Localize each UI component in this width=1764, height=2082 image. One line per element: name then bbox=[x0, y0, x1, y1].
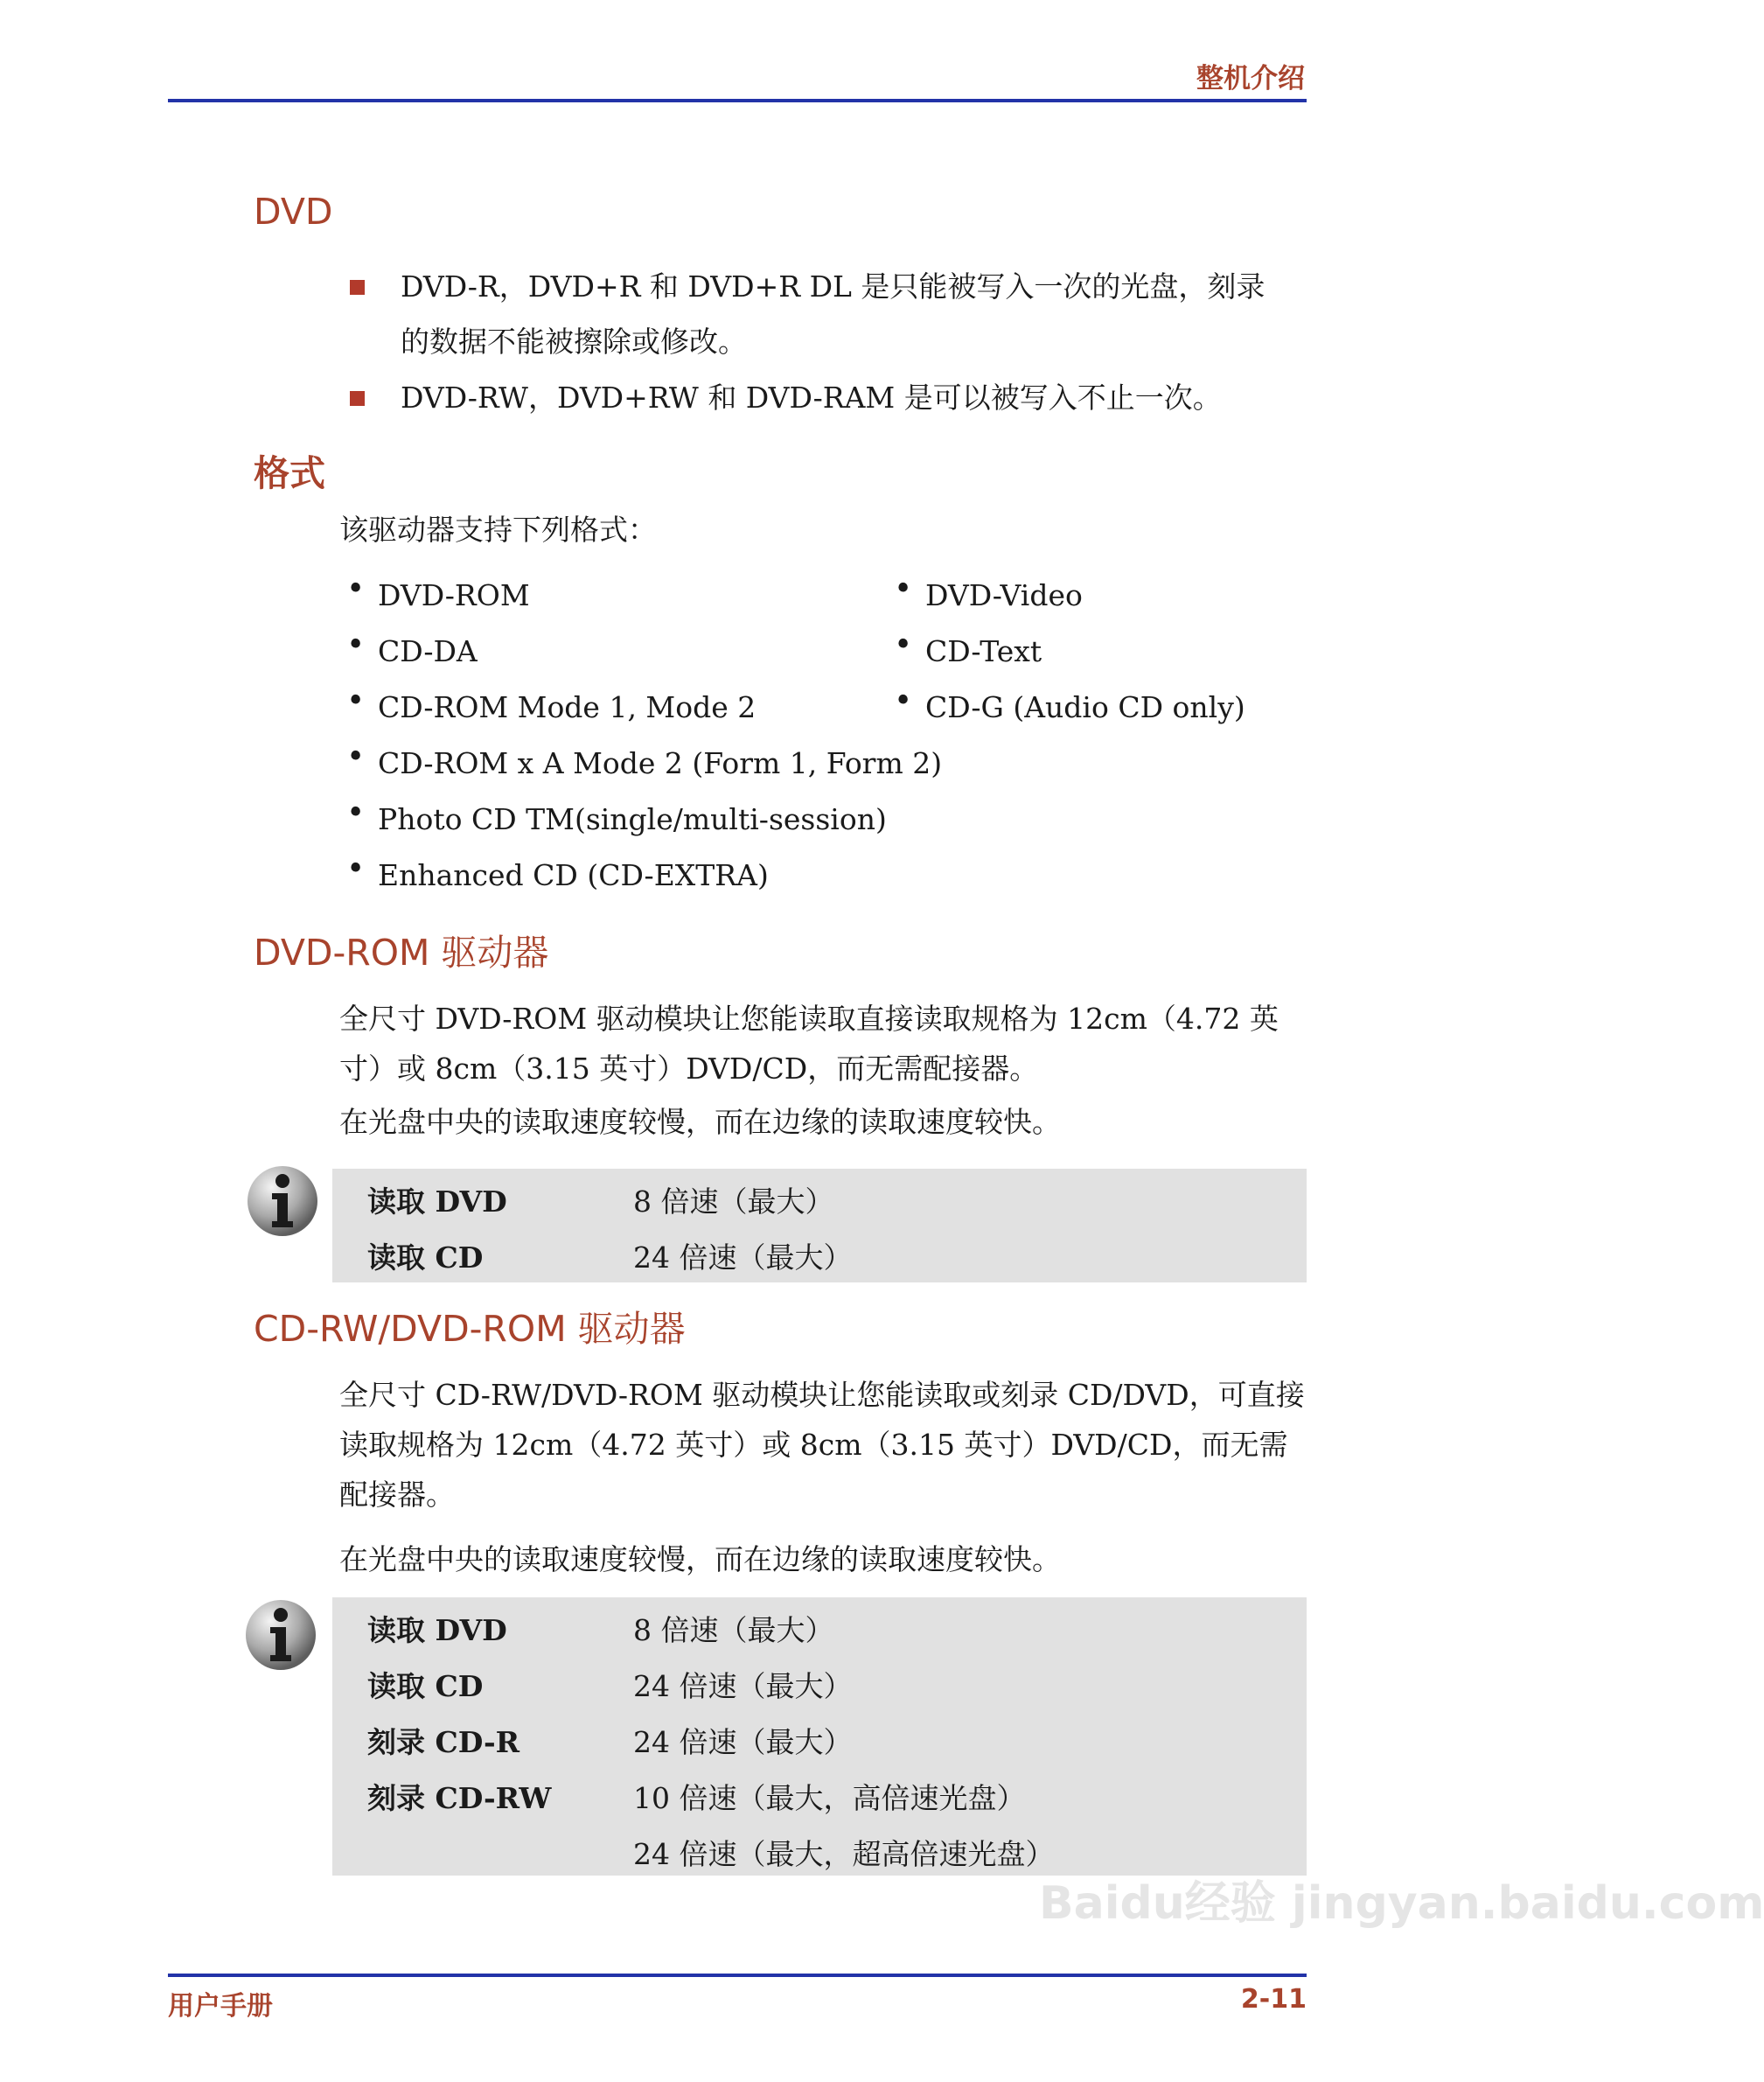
square-bullet-icon bbox=[350, 391, 365, 406]
list-item-text: DVD-R，DVD+R 和 DVD+R DL 是只能被写入一次的光盘，刻录的数据不能被擦除或修改。 bbox=[401, 269, 1265, 359]
cdrw-description: 全尺寸 CD-RW/DVD-ROM 驱动模块让您能读取或刻录 CD/DVD，可直接读取规格为 12cm（4.72 英寸）或 8cm（3.15 英寸）DVD/CD，而无需配接器。 bbox=[339, 1378, 1305, 1512]
dot-bullet-icon: • bbox=[894, 683, 913, 719]
dot-bullet-icon: • bbox=[346, 571, 366, 607]
list-item-text: DVD-RW，DVD+RW 和 DVD-RAM 是可以被写入不止一次。 bbox=[401, 381, 1222, 415]
dot-bullet-icon: • bbox=[346, 683, 366, 719]
running-header-title: 整机介绍 bbox=[1196, 63, 1305, 94]
footer-rule bbox=[168, 1974, 1307, 1977]
square-bullet-icon bbox=[350, 280, 365, 295]
heading-dvdrom-drive: DVD-ROM 驱动器 bbox=[254, 932, 549, 974]
watermark: Baidu经验 jingyan.baidu.com bbox=[1039, 1877, 1764, 1930]
heading-format: 格式 bbox=[254, 452, 325, 494]
dot-bullet-icon: • bbox=[894, 627, 913, 663]
dvdrom-description: 全尺寸 DVD-ROM 驱动模块让您能读取直接读取规格为 12cm（4.72 英寸）或 8cm（3.15 英寸）DVD/CD，而无需配接器。 bbox=[339, 1002, 1279, 1086]
dvdrom-speed-note: 在光盘中央的读取速度较慢，而在边缘的读取速度较快。 bbox=[339, 1105, 1061, 1139]
format-intro: 该驱动器支持下列格式： bbox=[339, 513, 657, 547]
footer-manual-title: 用户手册 bbox=[168, 1991, 273, 2022]
speed-note-box: 读取 DVD 8 倍速（最大） 读取 CD 24 倍速（最大） bbox=[332, 1169, 1307, 1282]
heading-dvd: DVD bbox=[254, 191, 333, 233]
dot-bullet-icon: • bbox=[346, 795, 366, 831]
info-icon bbox=[243, 1597, 318, 1673]
dot-bullet-icon: • bbox=[346, 851, 366, 887]
page-number: 2-11 bbox=[1240, 1984, 1307, 2015]
header-rule bbox=[168, 99, 1307, 102]
heading-cdrw-dvdrom-drive: CD-RW/DVD-ROM 驱动器 bbox=[254, 1308, 686, 1350]
dot-bullet-icon: • bbox=[894, 571, 913, 607]
info-icon bbox=[245, 1163, 320, 1239]
dot-bullet-icon: • bbox=[346, 627, 366, 663]
dot-bullet-icon: • bbox=[346, 739, 366, 775]
speed-note-box: 读取 DVD 8 倍速（最大） 读取 CD 24 倍速（最大） 刻录 CD-R 24 倍速（最大） 刻录 CD-RW 10 倍速（最大，高倍速光盘） 24 倍速（最大，超高倍速光盘） bbox=[332, 1597, 1307, 1876]
cdrw-speed-note: 在光盘中央的读取速度较慢，而在边缘的读取速度较快。 bbox=[339, 1542, 1061, 1576]
